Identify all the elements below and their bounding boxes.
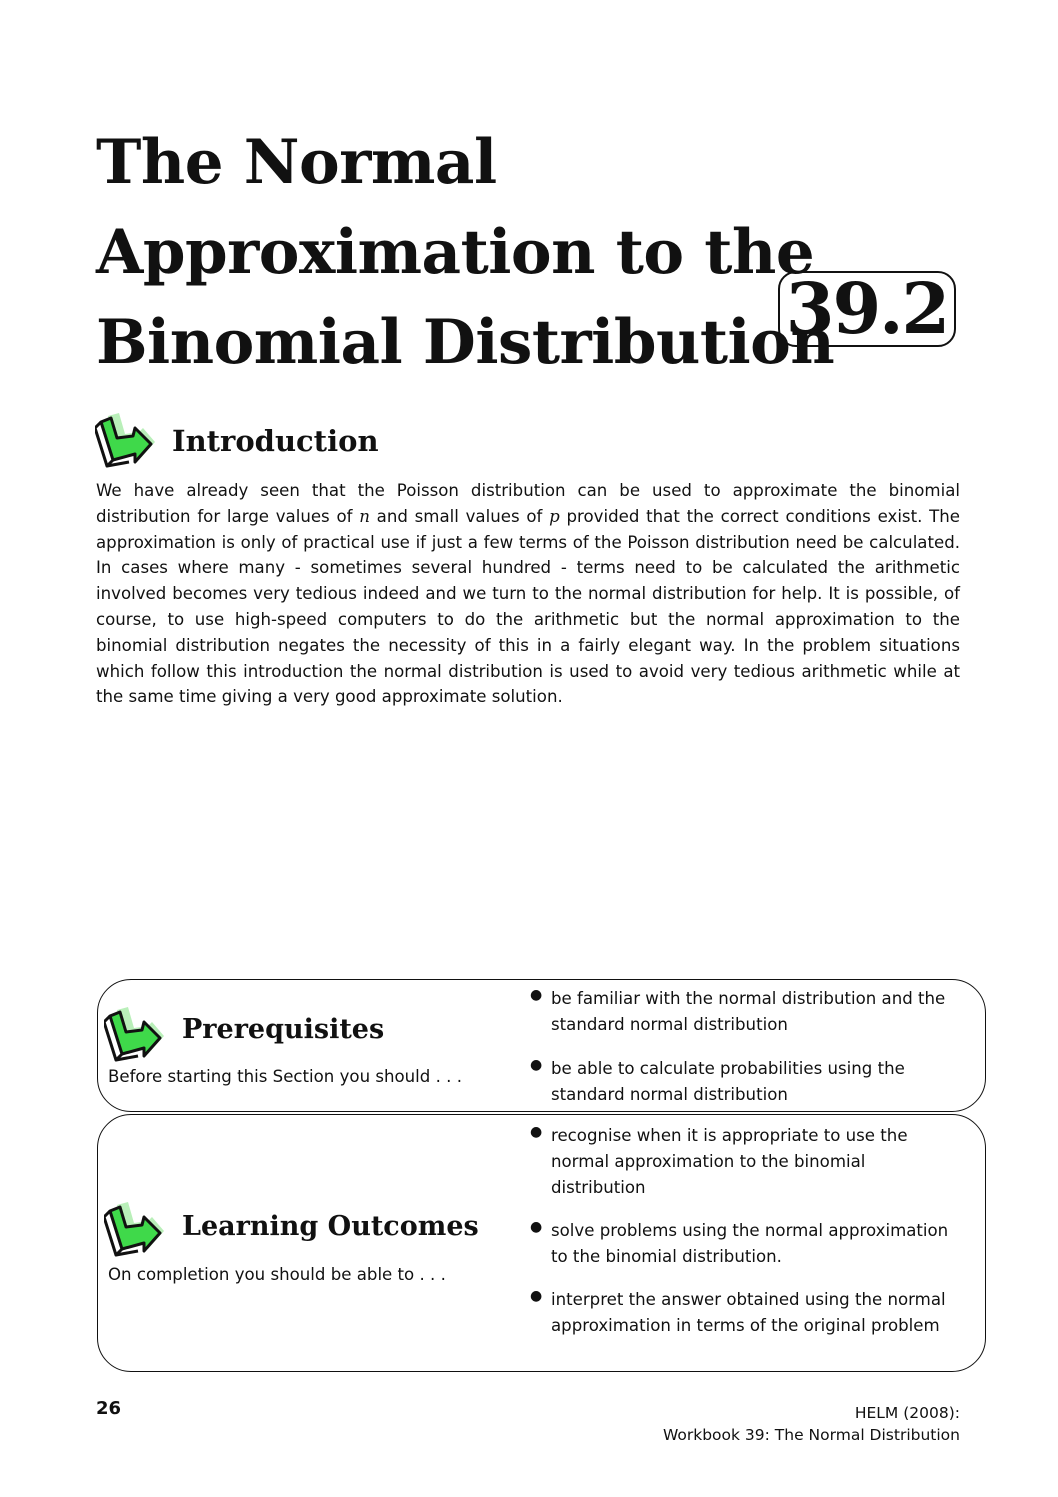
prerequisites-heading: Prerequisites [182,1014,385,1045]
title-line-2: Approximation to the [96,217,815,288]
introduction-text [96,478,960,710]
bullet: ● [530,1219,543,1235]
intro-text-part-1: We have already seen that the Poisson distribution can be used to approximate the binomial distribution for large values of [96,481,960,526]
footer-source-line: HELM (2008): [854,1404,960,1422]
math-variable-n: n [359,506,370,526]
list-item-text: be familiar with the normal distribution and the standard normal distribution [551,989,946,1034]
title-line-3: Binomial Distribution [96,307,835,378]
list-item-text: recognise when it is appropriate to use the normal approximation to the binomial distribution [551,1126,908,1197]
list-item-text: interpret the answer obtained using the normal approximation in terms of the original problem [551,1290,946,1335]
green-arrow-icon [104,1199,166,1259]
list-item-text: solve problems using the normal approximation to the binomial distribution. [551,1221,949,1266]
bullet: ● [530,1124,543,1140]
bullet: ● [530,987,543,1003]
prerequisites-lead: Before starting this Section you should . . . [108,1067,462,1086]
page-title [96,118,834,388]
introduction-heading: Introduction [172,424,379,458]
intro-text-part-3: provided that the correct conditions exist. The approximation is only of practical use if just a few terms of the Poisson distribution need be calculated. In cases where many - sometimes several hundred - terms need to be calculated the arithmetic involved becomes very tedious indeed and we turn to the normal distribution for help. It is possible, of course, to use high-speed computers to do the arithmetic but the normal approximation to the binomial distribution negates the necessity of this in a fairly elegant way. In the problem situations which follow this introduction the normal distribution is used to avoid very tedious arithmetic while at the same time giving a very good approximate solution. [96,506,960,707]
page-number: 26 [96,1398,122,1419]
bullet: ● [530,1057,543,1073]
bullet: ● [530,1288,543,1304]
footer-source [663,1402,960,1446]
list-item-text: be able to calculate probabilities using the standard normal distribution [551,1059,905,1104]
green-arrow-icon [104,1004,166,1064]
math-variable-p: p [549,506,560,526]
learning-outcomes-lead: On completion you should be able to . . . [108,1265,446,1284]
footer-workbook-line: Workbook 39: The Normal Distribution [662,1426,960,1444]
green-arrow-icon [95,410,157,470]
title-line-1: The Normal [96,127,497,198]
intro-text-part-2: and small values of [369,506,550,526]
section-number-badge: 39.2 [778,271,956,347]
learning-outcomes-heading: Learning Outcomes [182,1211,479,1242]
